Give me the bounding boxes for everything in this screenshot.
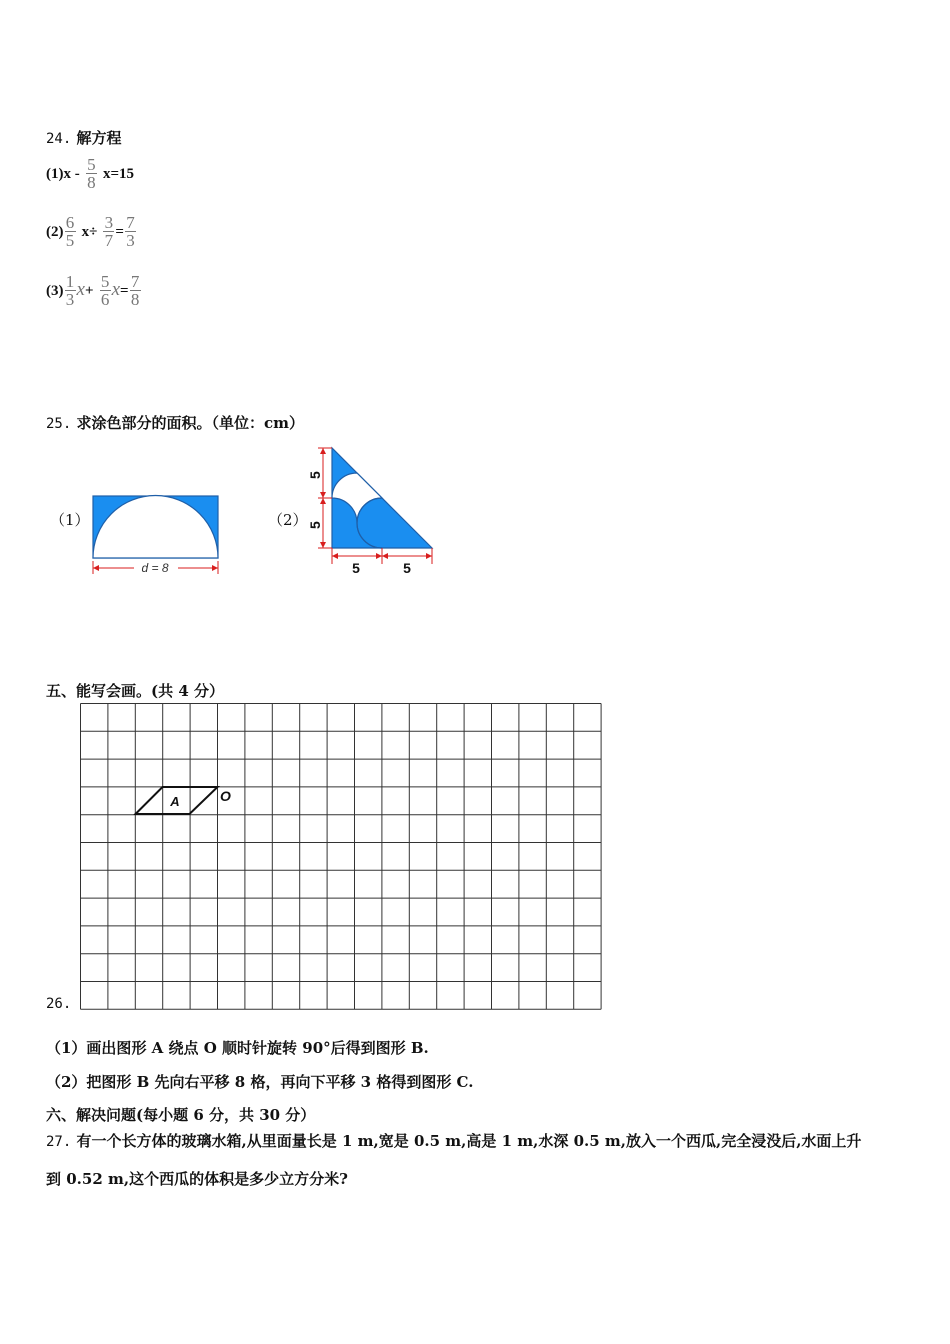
frac-den: 3 [126,231,135,250]
figure-1-semicircle [88,490,224,578]
eq3-equals: = [120,283,129,299]
q24-title: 解方程 [76,129,122,147]
shape-a-label: A [170,794,180,809]
eq1-label: (1) [46,166,64,182]
eq3-fraction-1 [65,274,76,307]
fig2-arrow-mid-down [320,498,326,504]
q25-heading [46,412,304,433]
fig2-arrow-right [426,553,432,559]
eq1-left: x - [63,166,80,182]
eq2-label: (2) [46,224,64,240]
eq2-fraction-3 [125,215,136,248]
eq2-mid: x÷ [81,224,98,240]
eq2-fraction-2 [103,215,114,248]
eq3-label: (3) [46,283,64,299]
eq2-equals: = [115,224,124,240]
frac-num: 6 [65,213,75,232]
eq1-fraction [86,157,97,190]
eq3-plus: + [84,283,94,299]
fig2-dim-h2: 5 [403,560,411,576]
fig2-label: （2） [268,511,308,529]
q26-task-1: （1）画出图形 A 绕点 O 顺时针旋转 90°后得到图形 B. [46,1039,429,1057]
fig2-arrow-mid-up [320,492,326,498]
eq3-fraction-3 [130,274,141,307]
q24-eq3 [46,274,142,307]
q27-text-1: 有一个长方体的玻璃水箱,从里面量长是 1 m,宽是 0.5 m,高是 1 m,水深 0.5 m,放入一个西瓜,完全浸没后,水面上升 [76,1132,862,1150]
frac-num: 7 [126,213,135,232]
fig2-dim-h1: 5 [352,560,360,576]
frac-den: 8 [130,290,140,309]
fig1-label: （1） [50,511,90,529]
q26-task-2: （2）把图形 B 先向右平移 8 格，再向下平移 3 格得到图形 C. [46,1073,474,1091]
fig2-arrow-left [332,553,338,559]
frac-num: 5 [100,272,110,291]
frac-num: 7 [130,272,140,291]
frac-den: 8 [87,173,96,192]
q27-line-2: 到 0.52 m,这个西瓜的体积是多少立方分米? [46,1170,348,1188]
fig2-arrow-center-left [376,553,382,559]
q24-heading [46,127,122,148]
frac-num: 5 [87,155,96,174]
eq3-x1: x [76,279,85,300]
fig1-arrow-left [93,565,99,571]
q24-eq1 [46,157,134,190]
figure-2-triangle [300,442,440,578]
eq1-right: x=15 [102,166,134,182]
fig2-arrow-top [320,448,326,454]
frac-num: 3 [104,213,114,232]
grid-lines [81,704,602,1010]
fig2-dim-v1: 5 [307,471,323,479]
eq2-fraction-1 [65,215,76,248]
fig2-arrow-bottom [320,542,326,548]
q25-title: 求涂色部分的面积。（单位：cm） [76,414,305,432]
fig2-arrow-center-right [382,553,388,559]
section5-title: 五、能写会画。(共 4 分） [46,682,224,700]
frac-den: 7 [104,231,114,250]
frac-den: 3 [65,290,75,309]
q27-number: 27. [46,1134,72,1150]
drawing-grid[interactable] [80,703,602,1012]
q25-number: 25. [46,416,72,432]
q24-eq2 [46,215,137,248]
q26-number: 26. [46,996,72,1012]
q27-line-1 [46,1130,861,1151]
fig1-dim-label: d = 8 [141,561,169,575]
frac-den: 5 [65,231,75,250]
section6-title: 六、解决问题(每小题 6 分，共 30 分） [46,1106,316,1124]
eq3-fraction-2 [100,274,111,307]
fig1-arrow-right [212,565,218,571]
point-o-label: O [220,788,231,804]
fig2-dim-v2: 5 [307,521,323,529]
frac-num: 1 [65,272,75,291]
q24-number: 24. [46,131,72,147]
eq3-x2: x [111,279,121,300]
frac-den: 6 [100,290,110,309]
